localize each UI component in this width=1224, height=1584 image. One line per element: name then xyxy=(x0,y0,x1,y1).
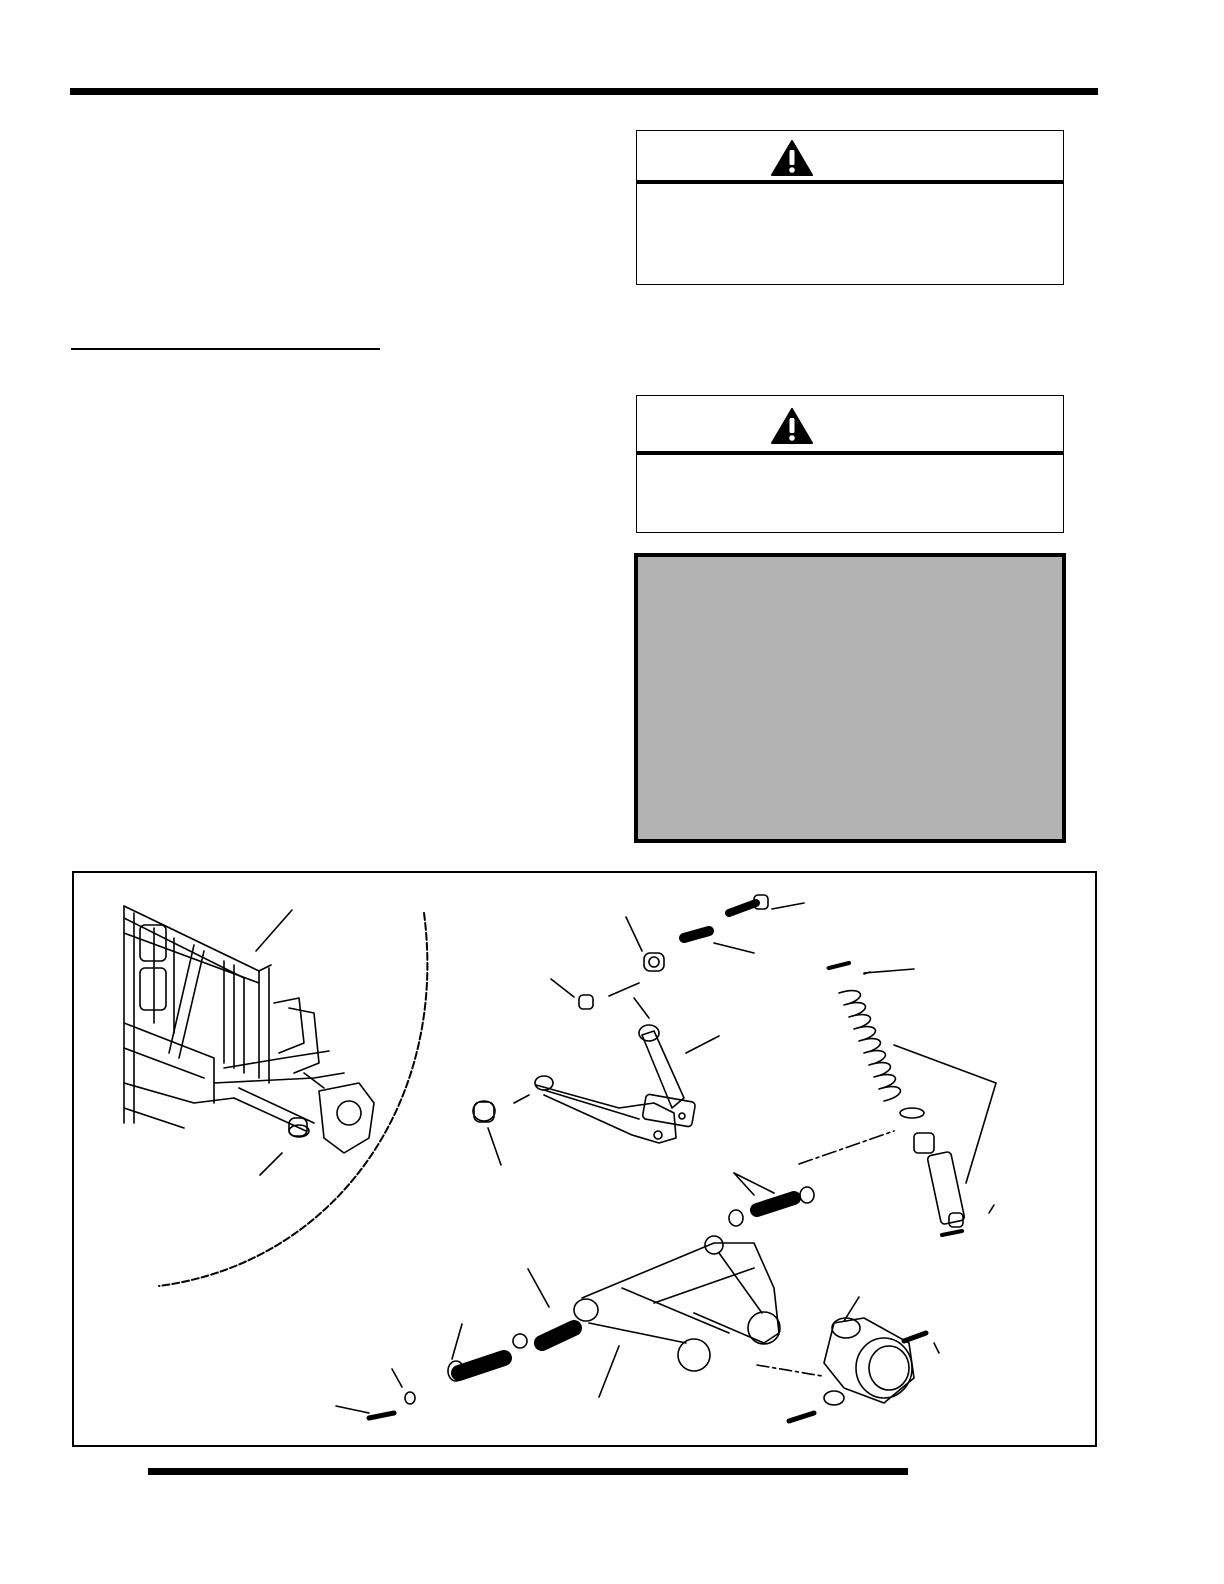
vehicle-frame-drawing xyxy=(124,906,374,1153)
footer-rule xyxy=(148,1468,908,1475)
rear-suspension-exploded-diagram xyxy=(74,873,1095,1445)
header-rule xyxy=(70,88,1098,95)
warning-box-1-header xyxy=(637,131,1063,184)
exploded-view-figure xyxy=(72,871,1097,1447)
section-heading xyxy=(71,318,380,350)
warning-box-1 xyxy=(636,130,1064,285)
warning-triangle-icon xyxy=(771,408,813,444)
upper-hardware-drawing xyxy=(579,895,768,1009)
lower-a-arm-drawing xyxy=(574,1236,780,1371)
shock-spring-drawing xyxy=(829,963,994,1235)
bearing-carrier-drawing xyxy=(789,1318,926,1421)
note-box xyxy=(634,553,1066,843)
warning-box-2 xyxy=(636,395,1064,533)
warning-box-2-header xyxy=(637,396,1063,455)
warning-triangle-icon xyxy=(771,140,813,176)
upper-a-arm-drawing xyxy=(535,1025,696,1143)
